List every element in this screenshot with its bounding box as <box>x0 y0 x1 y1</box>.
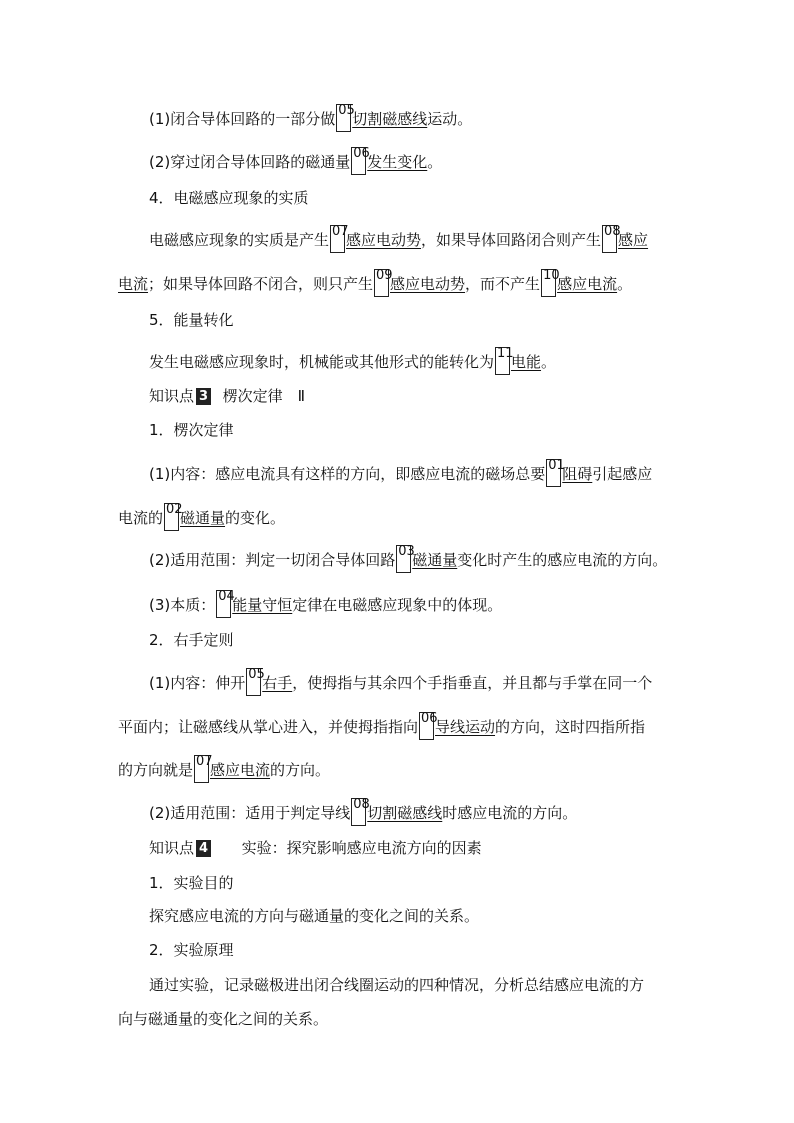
text-segment: (1)内容：伸开 <box>149 674 246 692</box>
answer-text: 右手 <box>262 674 293 692</box>
answer-text: 磁通量 <box>412 551 458 569</box>
knowledge-point-badge: 4 <box>196 840 211 857</box>
text-segment: ，使拇指与其余四个手指垂直，并且都与手掌在同一个 <box>292 674 653 692</box>
text-segment: 运动。 <box>427 110 473 128</box>
text-line <box>118 712 645 740</box>
text-segment: 楞次定律 Ⅱ <box>222 387 305 405</box>
text-segment: (1)闭合导体回路的一部分做 <box>149 110 336 128</box>
answer-text: 感应 <box>618 231 649 249</box>
text-segment: 电流的 <box>118 509 164 527</box>
knowledge-point-badge: 3 <box>196 388 211 405</box>
text-line <box>118 503 285 531</box>
text-line: 通过实验，记录磁极进出闭合线圈运动的四种情况，分析总结感应电流的方 <box>149 976 645 994</box>
text-segment: ，而不产生 <box>465 275 541 293</box>
text-segment: (2)穿过闭合导体回路的磁通量 <box>149 153 351 171</box>
answer-text: 感应电动势 <box>390 275 466 293</box>
text-segment: 发生电磁感应现象时，机械能或其他形式的能转化为 <box>149 353 495 371</box>
answer-text: 导线运动 <box>435 718 496 736</box>
section-heading: 2．实验原理 <box>149 941 234 959</box>
knowledge-point-heading <box>149 838 482 858</box>
text-segment: 定律在电磁感应现象中的体现。 <box>292 596 503 614</box>
answer-number-box: 07 <box>194 755 209 783</box>
text-segment: 变化时产生的感应电流的方向。 <box>457 551 668 569</box>
text-segment: 。 <box>617 275 633 293</box>
answer-text: 磁通量 <box>180 509 226 527</box>
answer-number-box: 04 <box>216 590 231 618</box>
section-heading: 5．能量转化 <box>149 311 234 329</box>
answer-text: 阻碍 <box>562 465 593 483</box>
text-segment: ，如果导体回路闭合则产生 <box>421 231 602 249</box>
answer-text: 切割磁感线 <box>367 804 443 822</box>
text-segment: 的方向。 <box>270 761 331 779</box>
section-heading: 1．楞次定律 <box>149 421 234 439</box>
answer-text: 能量守恒 <box>232 596 293 614</box>
answer-number-box: 03 <box>396 545 411 573</box>
text-line <box>149 104 472 132</box>
text-line: 探究感应电流的方向与磁通量的变化之间的关系。 <box>149 907 480 925</box>
text-line <box>149 668 652 696</box>
section-heading: 4．电磁感应现象的实质 <box>149 189 309 207</box>
text-segment: 的方向就是 <box>118 761 194 779</box>
knowledge-point-heading <box>149 386 305 406</box>
answer-number-box: 02 <box>164 503 179 531</box>
section-heading: 2．右手定则 <box>149 631 234 649</box>
text-line <box>149 798 577 826</box>
answer-text: 发生变化 <box>367 153 428 171</box>
answer-number-box: 08 <box>602 225 617 253</box>
text-line <box>118 755 330 783</box>
answer-number-box: 10 <box>541 269 556 297</box>
answer-number-box: 06 <box>419 712 434 740</box>
answer-number-box: 07 <box>330 225 345 253</box>
answer-number-box: 09 <box>374 269 389 297</box>
text-line <box>149 545 667 573</box>
text-segment: 电磁感应现象的实质是产生 <box>149 231 330 249</box>
text-segment: 。 <box>427 153 443 171</box>
text-segment: 实验：探究影响感应电流方向的因素 <box>241 839 482 857</box>
answer-number-box: 08 <box>351 798 366 826</box>
text-segment: 平面内；让磁感线从掌心进入，并使拇指指向 <box>118 718 419 736</box>
text-segment: 。 <box>541 353 557 371</box>
text-segment: 知识点 <box>149 839 195 857</box>
answer-text: 切割磁感线 <box>352 110 428 128</box>
text-segment: (2)适用范围：适用于判定导线 <box>149 804 351 822</box>
text-segment: (1)内容：感应电流具有这样的方向，即感应电流的磁场总要 <box>149 465 546 483</box>
text-line <box>118 269 632 297</box>
text-line <box>149 459 652 487</box>
answer-number-box: 01 <box>546 459 561 487</box>
answer-number-box: 05 <box>336 104 351 132</box>
text-segment: 的方向，这时四指所指 <box>495 718 646 736</box>
answer-number-box: 11 <box>495 347 510 375</box>
text-line: 向与磁通量的变化之间的关系。 <box>118 1010 329 1028</box>
answer-text: 感应电流 <box>210 761 271 779</box>
answer-text: 电流 <box>118 275 149 293</box>
text-segment: 的变化。 <box>225 509 286 527</box>
section-heading: 1．实验目的 <box>149 874 234 892</box>
text-line <box>149 347 556 375</box>
text-segment: 知识点 <box>149 387 195 405</box>
text-segment: 时感应电流的方向。 <box>442 804 578 822</box>
text-line <box>149 590 502 618</box>
text-segment: (3)本质： <box>149 596 216 614</box>
text-segment: 引起感应 <box>592 465 653 483</box>
text-segment: (2)适用范围：判定一切闭合导体回路 <box>149 551 396 569</box>
answer-text: 电能 <box>511 353 542 371</box>
answer-number-box: 05 <box>246 668 261 696</box>
answer-text: 感应电动势 <box>346 231 422 249</box>
text-line <box>149 147 442 175</box>
answer-number-box: 06 <box>351 147 366 175</box>
text-segment: ；如果导体回路不闭合，则只产生 <box>148 275 374 293</box>
text-line <box>149 225 648 253</box>
answer-text: 感应电流 <box>557 275 618 293</box>
